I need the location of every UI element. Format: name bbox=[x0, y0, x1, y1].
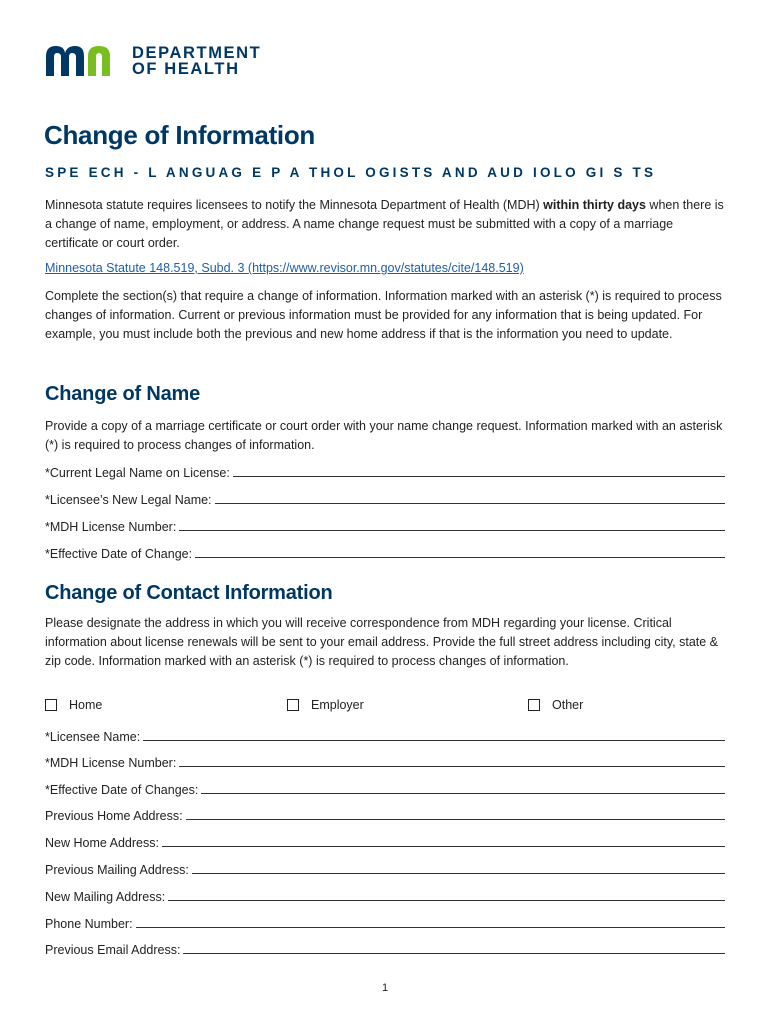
field-label: *Effective Date of Changes: bbox=[45, 783, 199, 797]
change-of-name-description: Provide a copy of a marriage certificate or court order with your name change request. Information marked with an asterisk (*) is required to process changes of information. bbox=[45, 419, 723, 452]
phone-number-field[interactable] bbox=[45, 912, 725, 931]
checkbox-icon[interactable] bbox=[45, 699, 57, 711]
previous-home-address-field[interactable] bbox=[45, 804, 725, 823]
effective-date-changes-field[interactable] bbox=[45, 778, 725, 797]
input-line[interactable] bbox=[186, 805, 725, 820]
input-line[interactable] bbox=[201, 779, 725, 794]
input-line[interactable] bbox=[179, 516, 725, 531]
field-label: New Mailing Address: bbox=[45, 890, 166, 904]
field-label: *Licensee’s New Legal Name: bbox=[45, 493, 212, 507]
logo-line-2: OF HEALTH bbox=[132, 60, 240, 78]
field-label: Phone Number: bbox=[45, 917, 133, 931]
page-subtitle: SPE ECH - L ANGUAG E P A THOL OGISTS AND AUD IOLO GI S TS bbox=[45, 165, 657, 180]
field-label: *Licensee Name: bbox=[45, 730, 141, 744]
page-title: Change of Information bbox=[44, 120, 316, 150]
mn-logo-icon bbox=[44, 44, 124, 78]
checkbox-icon[interactable] bbox=[528, 699, 540, 711]
checkbox-label: Employer bbox=[311, 698, 364, 712]
logo-text bbox=[132, 45, 261, 77]
input-line[interactable] bbox=[162, 832, 725, 847]
effective-date-field[interactable] bbox=[45, 542, 725, 561]
input-line[interactable] bbox=[215, 489, 725, 504]
intro-bold: within thirty days bbox=[543, 198, 646, 212]
field-label: *MDH License Number: bbox=[45, 520, 177, 534]
input-line[interactable] bbox=[179, 752, 725, 767]
input-line[interactable] bbox=[192, 859, 725, 874]
intro-text-2: when there is a change of name, employment, or address. A name change request must be submitted with a copy of a marriage certificate or court order. bbox=[45, 198, 724, 250]
previous-mailing-address-field[interactable] bbox=[45, 858, 725, 877]
checkbox-label: Home bbox=[69, 698, 103, 712]
intro-paragraph bbox=[45, 196, 725, 253]
previous-email-address-field[interactable] bbox=[45, 938, 725, 957]
license-number-field[interactable] bbox=[45, 515, 725, 534]
input-line[interactable] bbox=[168, 886, 725, 901]
field-label: Previous Email Address: bbox=[45, 943, 181, 957]
intro-text-1: Minnesota statute requires licensees to notify the Minnesota Department of Health (MDH) bbox=[45, 198, 544, 212]
input-line[interactable] bbox=[183, 939, 725, 954]
logo-line-1: DEPARTMENT bbox=[132, 44, 262, 62]
field-label: Previous Home Address: bbox=[45, 809, 183, 823]
page-number: 1 bbox=[381, 982, 389, 994]
new-legal-name-field[interactable] bbox=[45, 488, 725, 507]
input-line[interactable] bbox=[143, 726, 725, 741]
new-home-address-field[interactable] bbox=[45, 831, 725, 850]
address-type-options bbox=[45, 698, 725, 718]
input-line[interactable] bbox=[136, 913, 725, 928]
field-label: New Home Address: bbox=[45, 836, 159, 850]
current-legal-name-field[interactable] bbox=[45, 461, 725, 480]
statute-link[interactable]: Minnesota Statute 148.519, Subd. 3 (https://www.revisor.mn.gov/statutes/cite/148.519) bbox=[45, 261, 524, 275]
new-mailing-address-field[interactable] bbox=[45, 885, 725, 904]
mdh-logo bbox=[44, 44, 261, 78]
checkbox-label: Other bbox=[552, 698, 584, 712]
home-checkbox[interactable] bbox=[45, 698, 102, 712]
employer-checkbox[interactable] bbox=[287, 698, 364, 712]
checkbox-icon[interactable] bbox=[287, 699, 299, 711]
input-line[interactable] bbox=[233, 462, 725, 477]
change-of-contact-description: Please designate the address in which you will receive correspondence from MDH regarding your license. Critical information about license renewals will be sent to your email address. Provide the full street address including city, state & zip code. Information marked with an asterisk (*) is required to process changes of information. bbox=[45, 616, 719, 668]
field-label: Previous Mailing Address: bbox=[45, 863, 189, 877]
change-of-contact-heading: Change of Contact Information bbox=[45, 582, 333, 604]
licensee-name-field[interactable] bbox=[45, 725, 725, 744]
field-label: *Effective Date of Change: bbox=[45, 547, 193, 561]
input-line[interactable] bbox=[195, 543, 725, 558]
field-label: *Current Legal Name on License: bbox=[45, 466, 230, 480]
contact-license-number-field[interactable] bbox=[45, 751, 725, 770]
change-of-name-heading: Change of Name bbox=[45, 383, 201, 405]
instructions-paragraph: Complete the section(s) that require a change of information. Information marked with an asterisk (*) is required to process changes of information. Current or previous information must be provided for any information that is being updated. For example, you must include both the previous and new home address if that is the information you need to update. bbox=[45, 289, 722, 341]
field-label: *MDH License Number: bbox=[45, 756, 177, 770]
other-checkbox[interactable] bbox=[528, 698, 583, 712]
